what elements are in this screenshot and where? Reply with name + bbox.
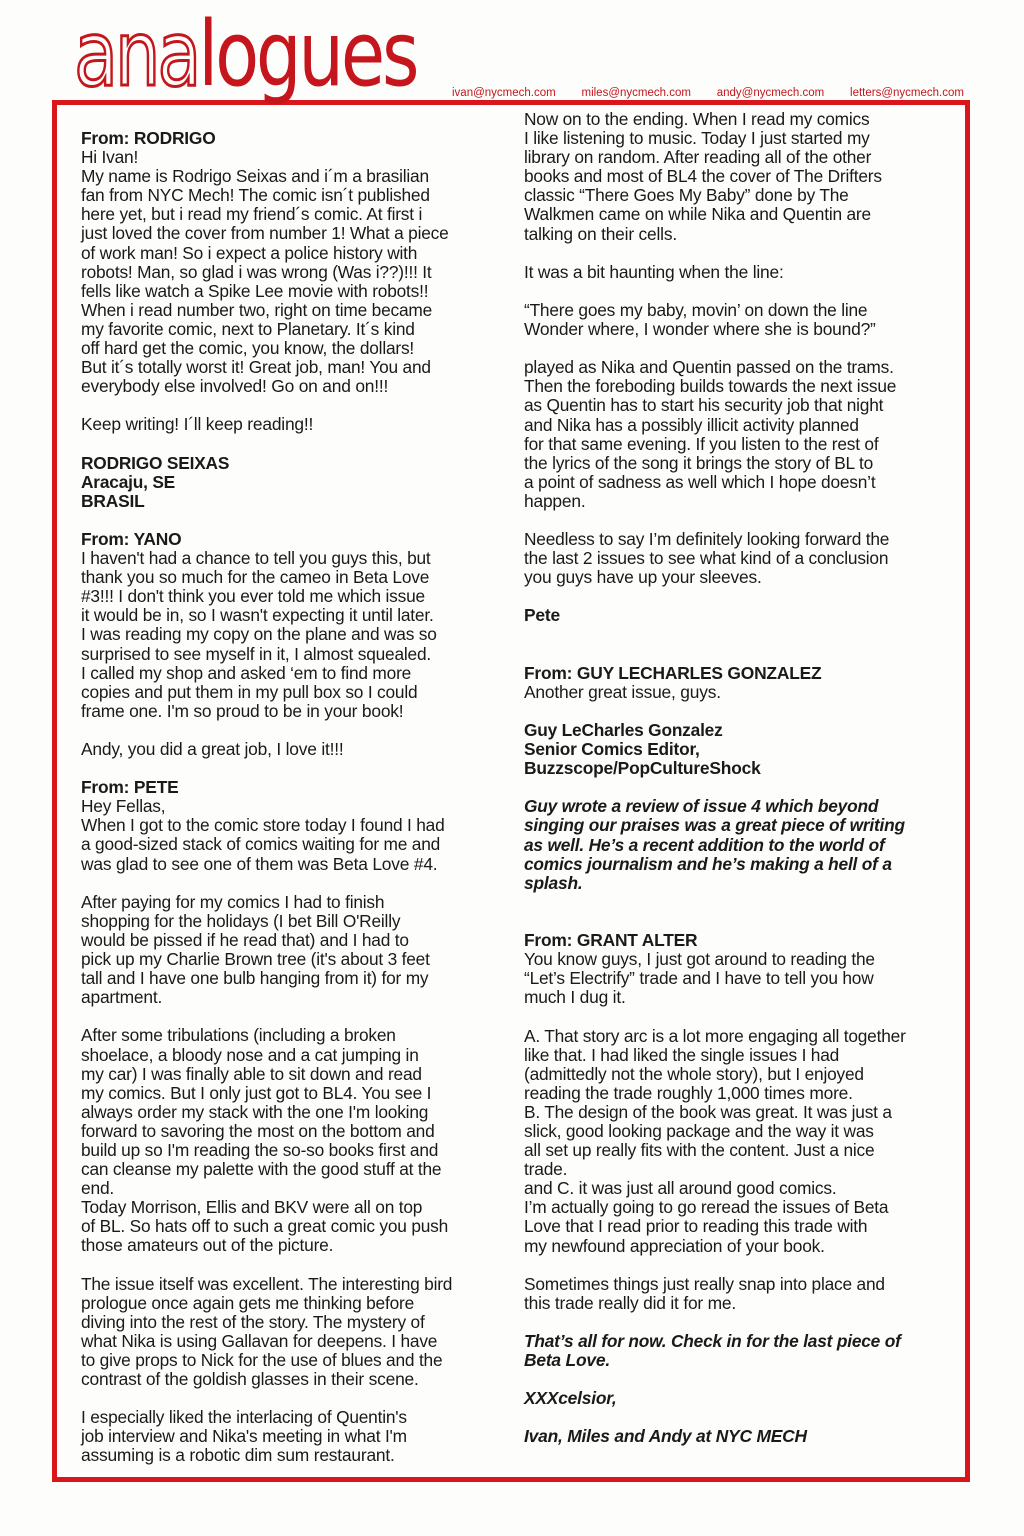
text-line: The issue itself was excellent. The interesting bird [81,1273,453,1294]
text-line: books and most of BL4 the cover of The Drifters [524,166,882,187]
text-line: Hey Fellas, [81,796,166,817]
text-line: the lyrics of the song it brings the story of BL to [524,452,874,473]
text-line: XXXcelsior, [524,1388,617,1409]
text-line: Buzzscope/PopCultureShock [524,758,761,779]
text-line: here yet, but i read my friend´s comic. At first i [81,204,423,225]
letter-paragraph [524,110,941,244]
letter-heading [81,530,495,549]
text-line: much I dug it. [524,987,626,1008]
letter-heading [81,129,495,148]
text-line: my favorite comic, next to Planetary. It´s kind [81,318,415,339]
text-line: contrast of the goldish glasses in their scene. [81,1369,419,1390]
text-line: and Nika has a possibly illicit activity planned [524,414,859,435]
text-line: robots! Man, so glad i was wrong (Was i??)!!! It [81,261,432,282]
text-line: surprised to see myself in it, I almost squealed. [81,643,432,664]
text-line: trade. [524,1159,568,1180]
letter-paragraph [524,263,941,282]
letter-paragraph [81,549,495,721]
text-line: apartment. [81,987,163,1008]
text-line: like that. I had liked the single issues I had [524,1044,840,1065]
text-line: Andy, you did a great job, I love it!!! [81,739,344,759]
text-line: would be pissed if he read that) and I had to [81,929,409,950]
text-line: all set up really fits with the content. Just a nice [524,1140,875,1161]
text-line: my newfound appreciation of your book. [524,1235,825,1256]
analogues-logo [74,2,417,107]
text-line: library on random. After reading all of the other [524,147,872,168]
text-line: Needless to say I’m definitely looking forward the [524,529,890,550]
text-line: and C. it was just all around good comics. [524,1178,837,1199]
email-miles[interactable]: miles@nycmech.com [581,87,691,99]
text-line: After paying for my comics I had to finish [81,891,385,912]
text-line: reading the trade roughly 1,000 times more. [524,1082,853,1103]
text-line: prologue once again gets me thinking before [81,1292,415,1313]
text-line: talking on their cells. [524,223,677,244]
text-line: But it´s totally worst it! Great job, man! You and [81,357,431,378]
text-line: as well. He’s a recent addition to the world of [524,834,885,855]
letter-signature [524,1389,941,1408]
text-line: That’s all for now. Check in for the last piece of [524,1331,901,1351]
text-line: Guy LeCharles Gonzalez [524,720,723,740]
letter-signature [524,606,941,625]
text-line: just loved the cover from number 1! What a piece [81,223,449,244]
text-line: I was reading my copy on the plane and was so [81,624,437,645]
text-line: Walkmen came on while Nika and Quentin are [524,204,871,225]
text-line: Pete [524,605,560,626]
letter-paragraph [81,740,495,759]
text-line: frame one. I'm so proud to be in your book! [81,700,404,721]
letter-heading [524,931,941,950]
text-line: BRASIL [81,490,145,511]
text-line: Love that I read prior to reading this trade with [524,1216,868,1237]
text-line: Hi Ivan! [81,147,139,168]
text-line: off hard get the comic, you know, the dollars! [81,338,415,359]
letter-paragraph [524,358,941,511]
text-line: A. That story arc is a lot more engaging all together [524,1025,906,1046]
letter-paragraph [524,530,941,587]
letter-signature [524,797,941,892]
text-line: Sometimes things just really snap into place and [524,1273,885,1294]
email-list [452,86,964,100]
letter-paragraph [81,1198,495,1255]
text-line: of BL. So hats off to such a great comic you push [81,1216,449,1237]
text-line: job interview and Nika's meeting in what I'm [81,1426,407,1447]
letter-paragraph [81,1026,495,1198]
letter-paragraph [524,1103,941,1179]
text-line: build up so I'm reading the so-so books first and [81,1139,439,1160]
text-line: was glad to see one of them was Beta Love #4. [81,853,438,874]
text-line: Then the foreboding builds towards the next issue [524,376,897,397]
text-line: Keep writing! I´ll keep reading!! [81,414,314,435]
text-line: Guy wrote a review of issue 4 which beyond [524,796,879,817]
letter-paragraph [81,893,495,1008]
email-ivan[interactable]: ivan@nycmech.com [452,87,556,99]
logo-outlined-part: ana [74,2,199,107]
text-line: can cleanse my palette with the good stuff at the [81,1159,442,1180]
text-line: I’m actually going to go reread the issues of Beta [524,1197,889,1218]
letter-paragraph [81,1275,495,1390]
text-line: for that same evening. If you listen to the rest of [524,433,879,454]
letter-paragraph [524,301,941,339]
text-line: happen. [524,490,586,511]
letter-paragraph [524,1275,941,1313]
text-line: #3!!! I don't think you ever told me which issue [81,586,425,607]
letter-paragraph [524,683,941,702]
text-line: RODRIGO SEIXAS [81,452,230,473]
text-line: copies and put them in my pull box so I could [81,681,418,702]
text-line: always order my stack with the one I'm looking [81,1101,429,1122]
text-line: to give props to Nick for the use of blues and the [81,1350,443,1370]
text-line: splash. [524,872,583,893]
text-line: It was a bit haunting when the line: [524,261,784,282]
text-line: the last 2 issues to see what kind of a conclusion [524,548,889,569]
letter-paragraph [524,1179,941,1198]
text-line: I like listening to music. Today I just started my [524,128,870,149]
text-line: played as Nika and Quentin passed on the trams. [524,357,894,378]
text-line: “There goes my baby, movin’ on down the line [524,299,868,320]
text-line: From: RODRIGO [81,128,216,148]
text-line: this trade really did it for me. [524,1292,737,1313]
text-line: My name is Rodrigo Seixas and i´m a brasilian [81,166,429,187]
text-line: comics journalism and he’s making a hell of a [524,853,892,874]
text-line: singing our praises was a great piece of writing [524,815,905,836]
text-line: Today Morrison, Ellis and BKV were all on top [81,1197,423,1218]
text-line: tall and I have one bulb hanging from it) for my [81,968,429,989]
text-line: pick up my Charlie Brown tree (it's about 3 feet [81,949,430,970]
text-line: shopping for the holidays (I bet Bill O'Reilly [81,910,401,931]
text-line: end. [81,1178,115,1199]
letter-paragraph [524,950,941,1007]
letter-heading [524,664,941,683]
email-andy[interactable]: andy@nycmech.com [716,87,825,99]
text-line: You know guys, I just got around to reading the [524,949,875,970]
text-line: Senior Comics Editor, [524,739,700,760]
text-line: slick, good looking package and the way it was [524,1120,874,1141]
text-line: those amateurs out of the picture. [81,1235,334,1256]
letter-paragraph [524,1198,941,1255]
text-line: B. The design of the book was great. It was just a [524,1101,892,1122]
text-line: From: PETE [81,777,179,798]
text-line: “Let’s Electrify” trade and I have to tell you how [524,968,874,989]
text-line: fells like watch a Spike Lee movie with robots!! [81,280,429,301]
text-line: classic “There Goes My Baby” done by The [524,185,849,206]
text-line: Aracaju, SE [81,471,176,492]
text-line: I haven't had a chance to tell you guys this, but [81,548,431,569]
text-line: it would be in, so I wasn't expecting it until later. [81,605,434,626]
text-line: a good-sized stack of comics waiting for me and [81,834,441,855]
text-line: Beta Love. [524,1350,610,1371]
text-line: From: GRANT ALTER [524,930,698,951]
text-line: From: YANO [81,528,182,549]
text-line: Wonder where, I wonder where she is bound?” [524,319,876,340]
text-line: you guys have up your sleeves. [524,567,762,588]
text-line: forward to savoring the most on the bottom and [81,1120,435,1141]
text-line: Another great issue, guys. [524,681,721,702]
text-line: After some tribulations (including a broken [81,1025,396,1046]
letter-signature [524,721,941,778]
letter-paragraph [524,1027,941,1103]
text-line: diving into the rest of the story. The mystery of [81,1311,425,1332]
logo-solid-part: logues [198,2,417,107]
text-line: I especially liked the interlacing of Quentin's [81,1407,407,1428]
text-line: what Nika is using Gallavan for deepens. I have [81,1330,438,1351]
text-line: fan from NYC Mech! The comic isn´t published [81,185,430,206]
text-line: When i read number two, right on time became [81,299,433,320]
text-line: assuming is a robotic dim sum restaurant. [81,1445,395,1466]
text-line: I called my shop and asked ‘em to find more [81,662,412,683]
text-line: my car) I was finally able to sit down and read [81,1063,422,1084]
text-line: Now on to the ending. When I read my comics [524,109,870,129]
letter-signature [81,454,495,511]
letter-signature [524,1332,941,1370]
text-line: When I got to the comic store today I found I had [81,815,445,836]
text-line: as Quentin has to start his security job that night [524,395,884,416]
left-column [81,129,495,1466]
text-line: a point of sadness as well which I hope doesn’t [524,471,876,492]
text-line: my comics. But I only just got to BL4. You see I [81,1082,432,1103]
letter-paragraph [81,148,495,396]
text-line: thank you so much for the cameo in Beta Love [81,567,430,588]
letter-paragraph [81,1408,495,1465]
letter-signature [524,1427,941,1446]
email-letters[interactable]: letters@nycmech.com [850,87,964,99]
right-column [524,110,941,1447]
letter-paragraph [81,415,495,434]
letter-heading [81,778,495,797]
text-line: (admittedly not the whole story), but I enjoyed [524,1063,864,1084]
text-line: shoelace, a bloody nose and a cat jumping in [81,1044,419,1065]
text-line: From: GUY LECHARLES GONZALEZ [524,662,822,683]
letter-paragraph [81,797,495,873]
text-line: Ivan, Miles and Andy at NYC MECH [524,1426,807,1447]
text-line: of work man! So i expect a police history with [81,242,418,263]
text-line: everybody else involved! Go on and on!!! [81,376,389,397]
